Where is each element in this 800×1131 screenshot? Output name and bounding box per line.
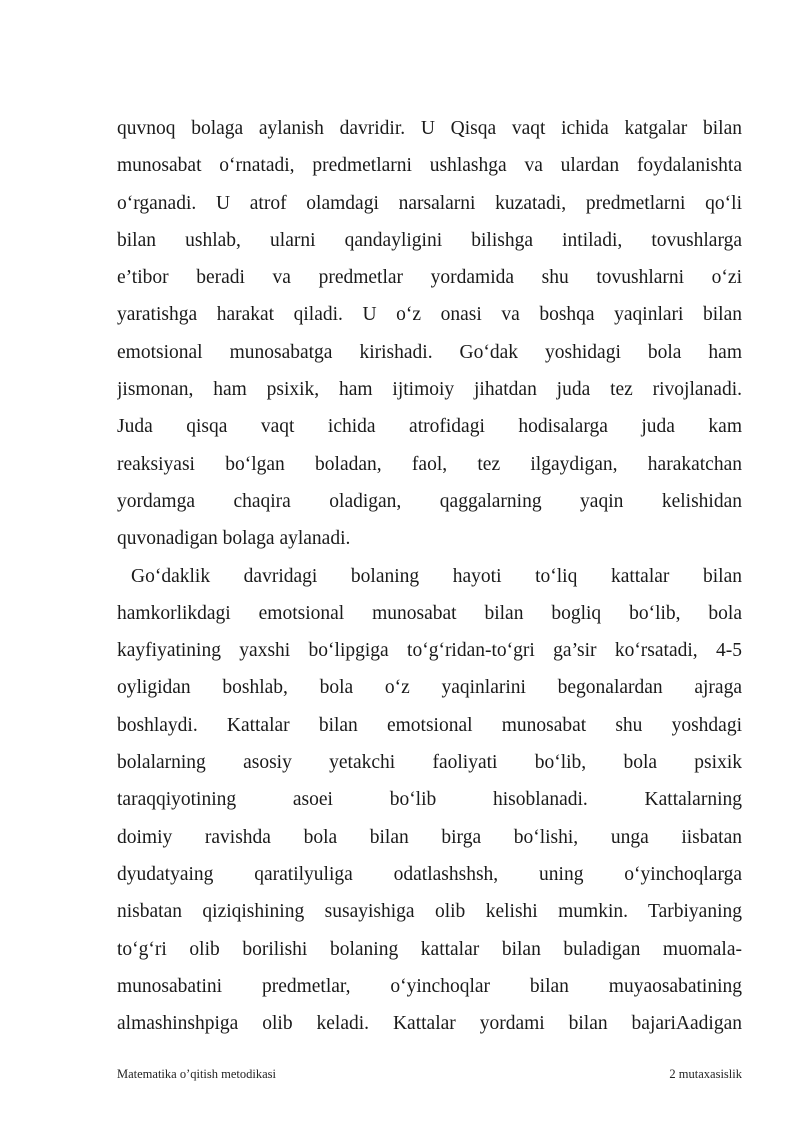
text-line: Juda qisqa vaqt ichida atrofidagi hodisalarga juda kam	[117, 416, 742, 438]
page-footer	[117, 1067, 742, 1082]
text-line: emotsional munosabatga kirishadi. Go‘dak yoshidagi bola ham	[117, 341, 742, 363]
footer-title: Matematika o’qitish metodikasi	[117, 1067, 276, 1081]
text-line: quvonadigan bolaga aylanadi.	[117, 528, 351, 550]
text-line: taraqqiyotining asoei bo‘lib hisoblanadi. Kattalarning	[117, 789, 742, 811]
text-line: hamkorlikdagi emotsional munosabat bilan bogliq bo‘lib, bola	[117, 602, 742, 624]
text-line: jismonan, ham psixik, ham ijtimoiy jihatdan juda tez rivojlanadi.	[117, 379, 742, 401]
text-line: kayfiyatining yaxshi bo‘lipgiga to‘g‘ridan-to‘gri ga’sir ko‘rsatadi, 4-5	[117, 640, 742, 662]
text-line: yordamga chaqira oladigan, qaggalarning yaqin kelishidan	[117, 490, 742, 512]
text-line: munosabat o‘rnatadi, predmetlarni ushlashga va ulardan foydalanishta	[117, 155, 742, 177]
text-line: munosabatini predmetlar, o‘yinchoqlar bilan muyaosabatining	[117, 975, 742, 997]
text-line: dyudatyaing qaratilyuliga odatlashshsh, uning o‘yinchoqlarga	[117, 863, 742, 885]
text-line: to‘g‘ri olib borilishi bolaning kattalar bilan buladigan muomala-	[117, 938, 742, 960]
text-line: doimiy ravishda bola bilan birga bo‘lishi, unga iisbatan	[117, 826, 742, 848]
text-line: almashinshpiga olib keladi. Kattalar yordami bilan bajariAadigan	[117, 1013, 742, 1035]
text-line: quvnoq bolaga aylanish davridir. U Qisqa vaqt ichida katgalar bilan	[117, 118, 742, 139]
text-line: bolalarning asosiy yetakchi faoliyati bo‘lib, bola psixik	[117, 752, 742, 774]
text-line: reaksiyasi bo‘lgan boladan, faol, tez ilgaydigan, harakatchan	[117, 453, 742, 475]
text-line: oyligidan boshlab, bola o‘z yaqinlarini begonalardan ajraga	[117, 677, 742, 699]
body-text	[117, 110, 742, 1042]
text-line: yaratishga harakat qiladi. U o‘z onasi va boshqa yaqinlari bilan	[117, 304, 742, 326]
text-line: boshlaydi. Kattalar bilan emotsional munosabat shu yoshdagi	[117, 714, 742, 736]
footer-section: 2 mutaxasislik	[669, 1067, 742, 1081]
text-line: e’tibor beradi va predmetlar yordamida shu tovushlarni o‘zi	[117, 267, 742, 289]
text-line: bilan ushlab, ularni qandayligini bilishga intiladi, tovushlarga	[117, 229, 742, 251]
text-line: o‘rganadi. U atrof olamdagi narsalarni kuzatadi, predmetlarni qo‘li	[117, 192, 742, 214]
text-line: nisbatan qiziqishining susayishiga olib kelishi mumkin. Tarbiyaning	[117, 901, 742, 923]
text-line: Go‘daklik davridagi bolaning hayoti to‘liq kattalar bilan	[131, 565, 742, 587]
